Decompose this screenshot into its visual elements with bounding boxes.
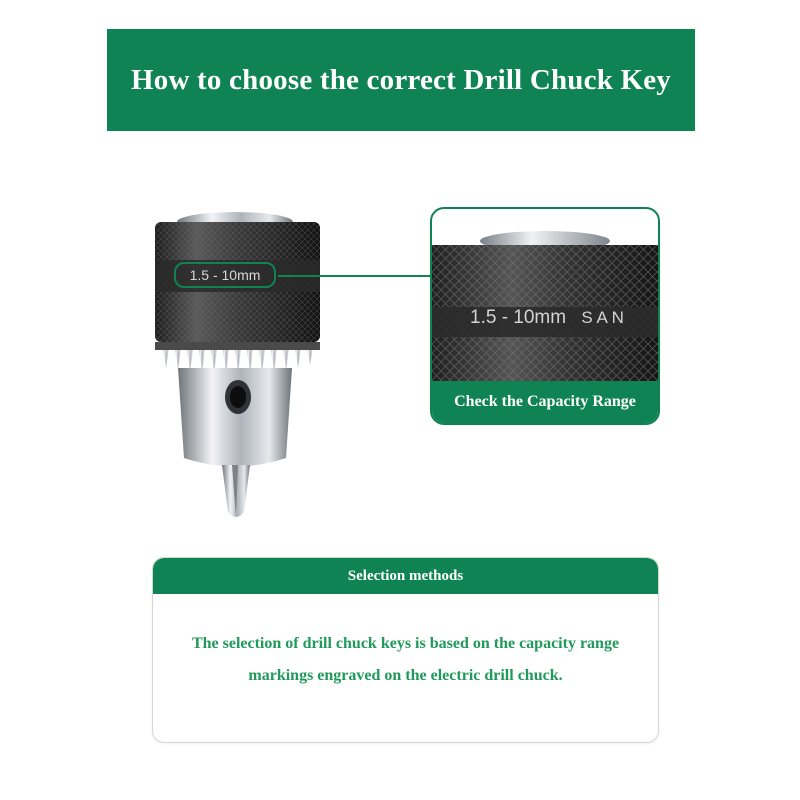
zoomed-capacity-value: 1.5 - 10mm [470,307,567,328]
callout-caption: Check the Capacity Range [432,381,658,423]
drill-chuck-image [140,200,350,530]
selection-methods-header: Selection methods [153,558,658,594]
zoomed-capacity-marking [470,307,624,329]
page-title: How to choose the correct Drill Chuck Key [130,63,672,96]
zoomed-chuck-image [432,209,658,387]
selection-methods-card [152,557,659,743]
zoomed-brand-letters: S A N [581,308,624,327]
capacity-marking: 1.5 - 10mm [174,262,276,288]
title-banner [107,29,695,131]
selection-methods-text: The selection of drill chuck keys is based on the capacity range markings engraved on the electric drill chuck. [191,635,620,684]
capacity-callout [430,207,660,425]
